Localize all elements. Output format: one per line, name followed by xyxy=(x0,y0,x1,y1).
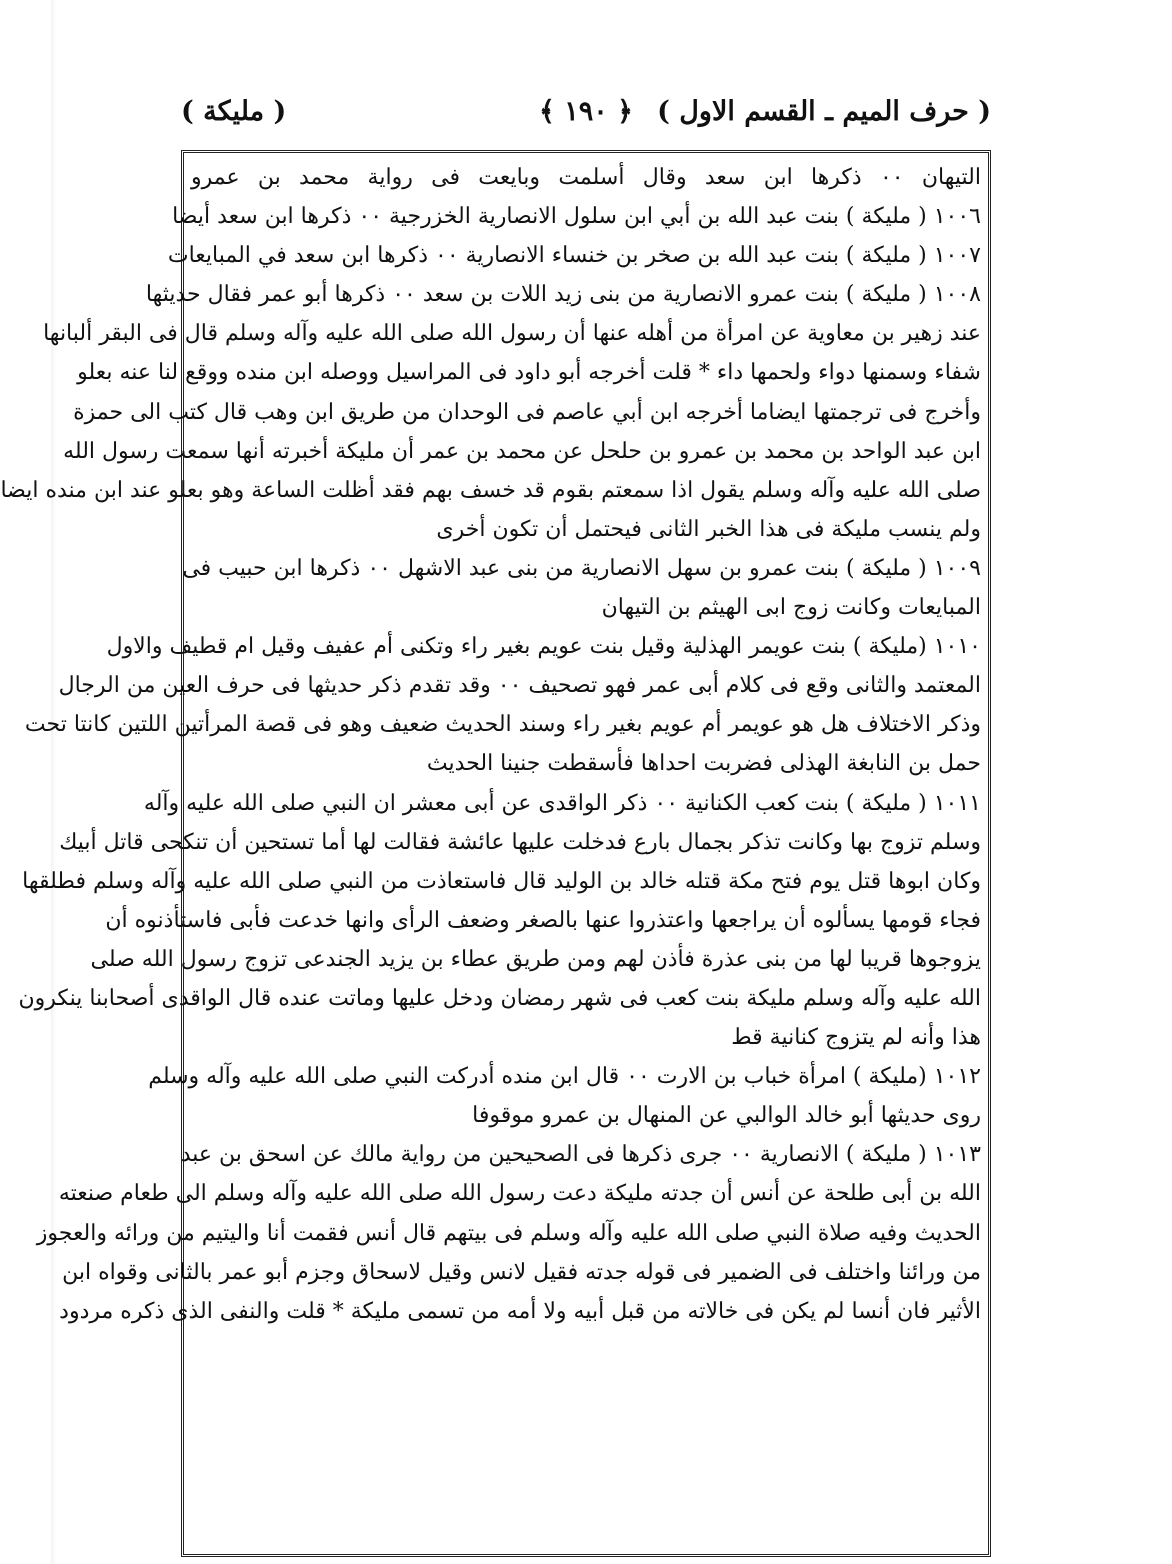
text-line: حمل بن النابغة الهذلى فضربت احداها فأسقطت جنينا الحديث xyxy=(426,751,981,777)
text-line: هذا وأنه لم يتزوج كنانية قط xyxy=(731,1025,981,1051)
text-line: ١٠١٣ ( مليكة ) الانصارية ٠٠ جرى ذكرها فى الصحيحين من رواية مالك عن اسحق بن عبد xyxy=(180,1142,981,1168)
body-text xyxy=(0,158,981,1331)
text-line: ١٠٠٨ ( مليكة ) بنت عمرو الانصارية من بنى زيد اللات بن سعد ٠٠ ذكرها أبو عمر فقال حديثها xyxy=(145,282,981,308)
text-line: الأثير فان أنسا لم يكن فى خالاته من قبل أبيه ولا أمه من تسمى مليكة * قلت والنفى الذى ذكره مردود xyxy=(59,1298,981,1324)
text-line: يزوجوها قريبا لها من بنى عذرة فأذن لهم ومن طريق عطاء بن يزيد الجندعى تزوج رسول الله صلى xyxy=(90,946,981,972)
page-edge xyxy=(51,0,56,1564)
text-line: التيهان ٠٠ ذكرها ابن سعد وقال أسلمت وبايعت فى رواية محمد بن عمرو xyxy=(191,165,981,190)
text-line: ابن عبد الواحد بن محمد بن عمرو بن حلحل عن محمد بن عمر أن مليكة أخبرته أنها سمعت رسول الله xyxy=(63,438,981,464)
text-line: ١٠٠٩ ( مليكة ) بنت عمرو بن سهل الانصارية من بنى عبد الاشهل ٠٠ ذكرها ابن حبيب فى xyxy=(182,555,981,581)
text-line: ١٠١٠ (مليكة ) بنت عويمر الهذلية وقيل بنت عويم بغير راء وتكنى أم عفيف وقيل ام قطيف والاول xyxy=(106,634,981,660)
text-line: الله بن أبى طلحة عن أنس أن جدته مليكة دعت رسول الله صلى الله عليه وآله وسلم الى طعام صنعته xyxy=(58,1181,981,1207)
running-head-entry: ( مليكة ) xyxy=(181,96,287,127)
text-line: ١٠٠٧ ( مليكة ) بنت عبد الله بن صخر بن خنساء الانصارية ٠٠ ذكرها ابن سعد في المبايعات xyxy=(167,243,981,269)
text-line: عند زهير بن معاوية عن امرأة من أهله عنها أن رسول الله صلى الله عليه وآله وسلم قال فى البقر ألبانها xyxy=(43,321,981,347)
text-line: الحديث وفيه صلاة النبي صلى الله عليه وآله وسلم فى بيتهم قال أنس فقمت أنا واليتيم من ورائه والعجوز xyxy=(36,1220,981,1246)
text-line: صلى الله عليه وآله وسلم يقول اذا سمعتم بقوم قد خسف بهم فقد أظلت الساعة وهو بعلو عند ابن منده ايضا xyxy=(0,477,981,503)
text-line: وأخرج فى ترجمتها ايضاما أخرجه ابن أبي عاصم فى الوحدان من طريق ابن وهب قال كتب الى حمزة xyxy=(73,399,981,425)
text-line: فجاء قومها يسألوه أن يراجعها واعتذروا عنها بالصغر وضعف الرأى وانها خدعت فأبى فاستأذنوه أن xyxy=(105,907,981,933)
text-line: وذكر الاختلاف هل هو عويمر أم عويم بغير راء وسند الحديث ضعيف وهو فى قصة المرأتين اللتين كانتا تحت xyxy=(24,712,981,738)
text-line: المعتمد والثانى وقع فى كلام أبى عمر فهو تصحيف ٠٠ وقد تقدم ذكر حديثها فى حرف العين من الرجال xyxy=(58,673,981,699)
page-header xyxy=(181,96,991,146)
text-line: المبايعات وكانت زوج ابى الهيثم بن التيهان xyxy=(601,595,981,621)
text-line: ١٠٠٦ ( مليكة ) بنت عبد الله بن أبي ابن سلول الانصارية الخزرجية ٠٠ ذكرها ابن سعد أيضا xyxy=(172,204,981,230)
text-line: ١٠١١ ( مليكة ) بنت كعب الكنانية ٠٠ ذكر الواقدى عن أبى معشر ان النبي صلى الله عليه وآله xyxy=(143,790,981,816)
page-number: ﴿ ١٩٠ ﴾ xyxy=(539,96,633,127)
text-line: الله عليه وآله وسلم مليكة بنت كعب فى شهر رمضان ودخل عليها وماتت عنده قال الواقدى أصحابنا ينكرون xyxy=(18,985,981,1011)
running-head-section: ( حرف الميم ـ القسم الاول ) xyxy=(657,96,991,127)
text-line: وكان ابوها قتل يوم فتح مكة قتله خالد بن الوليد قال فاستعاذت من النبي صلى الله عليه وآله وسلم فطلقها xyxy=(22,868,981,894)
text-line: ولم ينسب مليكة فى هذا الخبر الثانى فيحتمل أن تكون أخرى xyxy=(436,516,981,542)
text-line: شفاء وسمنها دواء ولحمها داء * قلت أخرجه أبو داود فى المراسيل ووصله ابن منده ووقع لنا عنه بعلو xyxy=(77,360,981,386)
text-line: من ورائنا واختلف فى الضمير فى قوله جدته فقيل لانس وقيل لاسحاق وجزم أبو عمر بالثانى وقواه ابن xyxy=(62,1259,981,1285)
text-line: ١٠١٢ (مليكة ) امرأة خباب بن الارت ٠٠ قال ابن منده أدركت النبي صلى الله عليه وآله وسلم xyxy=(148,1064,981,1090)
text-line: وسلم تزوج بها وكانت تذكر بجمال بارع فدخلت عليها عائشة فقالت لها أما تستحين أن تنكحى قاتل أبيك xyxy=(59,829,981,855)
text-line: روى حديثها أبو خالد الوالبي عن المنهال بن عمرو موقوفا xyxy=(472,1103,981,1129)
